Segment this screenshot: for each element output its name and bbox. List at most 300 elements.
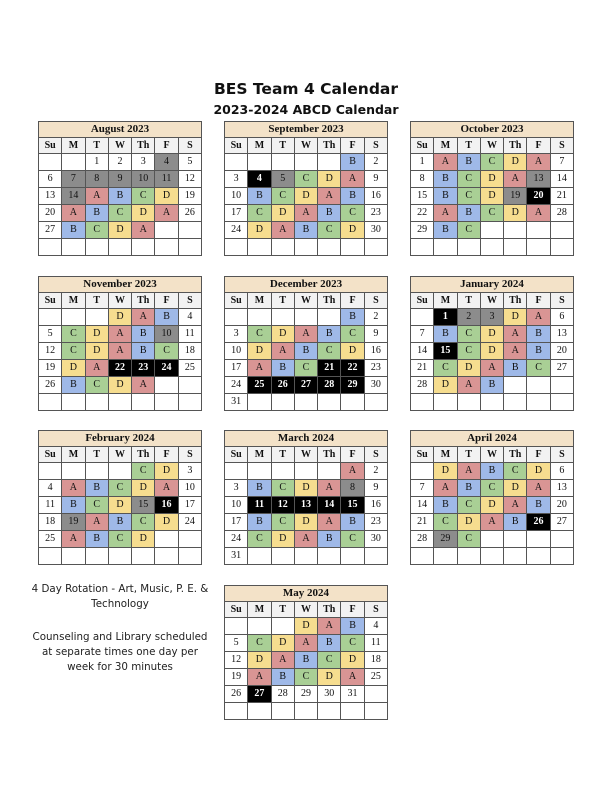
day-cell: D: [480, 188, 503, 205]
day-cell: [504, 548, 527, 565]
day-cell: [318, 239, 341, 256]
weekday-header: T: [271, 602, 294, 618]
day-cell: B: [62, 377, 85, 394]
day-cell: 24: [155, 360, 178, 377]
day-cell: A: [341, 463, 364, 480]
month-december-2023: [224, 276, 388, 411]
day-cell: [62, 463, 85, 480]
weekday-header: Th: [318, 293, 341, 309]
weekday-header: W: [480, 293, 503, 309]
day-cell: 31: [341, 686, 364, 703]
day-cell: C: [318, 222, 341, 239]
weekday-header: Su: [225, 138, 248, 154]
day-cell: 4: [364, 618, 387, 635]
week-row: [225, 497, 388, 514]
day-cell: [155, 394, 178, 411]
day-cell: D: [108, 222, 131, 239]
day-cell: A: [248, 669, 271, 686]
weekday-header: Su: [411, 293, 434, 309]
day-cell: B: [318, 205, 341, 222]
day-cell: [178, 222, 201, 239]
weekday-header: Th: [318, 447, 341, 463]
month-title: December 2023: [225, 277, 388, 293]
day-cell: [39, 548, 62, 565]
day-cell: A: [271, 222, 294, 239]
day-cell: D: [341, 652, 364, 669]
day-cell: [39, 394, 62, 411]
day-cell: 17: [225, 360, 248, 377]
day-cell: D: [248, 343, 271, 360]
day-cell: A: [85, 188, 108, 205]
weekday-header: Th: [504, 293, 527, 309]
day-cell: 25: [248, 377, 271, 394]
weekday-header: F: [527, 293, 550, 309]
weekday-header: F: [341, 447, 364, 463]
day-cell: 27: [550, 514, 573, 531]
day-cell: A: [85, 360, 108, 377]
day-cell: A: [504, 326, 527, 343]
day-cell: [457, 548, 480, 565]
day-cell: [271, 309, 294, 326]
day-cell: 19: [39, 360, 62, 377]
weekday-header: F: [341, 293, 364, 309]
day-cell: 17: [178, 497, 201, 514]
day-cell: [271, 394, 294, 411]
day-cell: [225, 239, 248, 256]
weekday-header: M: [62, 447, 85, 463]
weekday-header: T: [271, 447, 294, 463]
day-cell: C: [318, 652, 341, 669]
day-cell: 12: [271, 497, 294, 514]
week-row: [39, 222, 202, 239]
day-cell: [434, 239, 457, 256]
day-cell: [225, 154, 248, 171]
day-cell: 9: [364, 326, 387, 343]
month-january-2024: [410, 276, 574, 411]
day-cell: [62, 309, 85, 326]
weekday-header: T: [271, 293, 294, 309]
day-cell: 26: [178, 205, 201, 222]
day-cell: B: [248, 480, 271, 497]
day-cell: D: [132, 205, 155, 222]
week-row: [39, 394, 202, 411]
weekday-header: M: [434, 447, 457, 463]
weekday-header: Su: [39, 293, 62, 309]
week-row: [39, 171, 202, 188]
day-cell: [155, 239, 178, 256]
day-cell: 9: [364, 480, 387, 497]
weekday-header: Su: [39, 447, 62, 463]
day-cell: 18: [178, 343, 201, 360]
day-cell: B: [527, 343, 550, 360]
day-cell: 13: [294, 497, 317, 514]
day-cell: [62, 394, 85, 411]
week-row: [39, 377, 202, 394]
day-cell: 22: [411, 205, 434, 222]
week-row: [225, 480, 388, 497]
weekday-header: S: [550, 138, 573, 154]
page-subtitle: 2023-2024 ABCD Calendar: [213, 102, 399, 117]
day-cell: C: [271, 480, 294, 497]
week-row: [39, 188, 202, 205]
weekday-header: M: [248, 138, 271, 154]
day-cell: D: [341, 343, 364, 360]
day-cell: 14: [550, 171, 573, 188]
day-cell: A: [480, 514, 503, 531]
day-cell: 5: [39, 326, 62, 343]
day-cell: [248, 309, 271, 326]
day-cell: 30: [364, 377, 387, 394]
day-cell: 18: [39, 514, 62, 531]
day-cell: 4: [178, 309, 201, 326]
week-row: [225, 326, 388, 343]
day-cell: B: [271, 669, 294, 686]
day-cell: 2: [364, 463, 387, 480]
day-cell: 1: [85, 154, 108, 171]
day-cell: B: [434, 171, 457, 188]
day-cell: 19: [178, 188, 201, 205]
day-cell: D: [155, 514, 178, 531]
day-cell: B: [294, 222, 317, 239]
day-cell: B: [318, 326, 341, 343]
day-cell: 30: [364, 222, 387, 239]
day-cell: [364, 686, 387, 703]
day-cell: C: [132, 514, 155, 531]
weekday-header: S: [178, 293, 201, 309]
weekday-header: S: [364, 602, 387, 618]
day-cell: 13: [39, 188, 62, 205]
weekday-header: M: [62, 138, 85, 154]
day-cell: [504, 377, 527, 394]
month-title: February 2024: [39, 431, 202, 447]
day-cell: C: [248, 205, 271, 222]
day-cell: 10: [155, 326, 178, 343]
month-title: September 2023: [225, 122, 388, 138]
day-cell: [108, 463, 131, 480]
day-cell: C: [480, 154, 503, 171]
day-cell: 6: [550, 463, 573, 480]
day-cell: 23: [364, 360, 387, 377]
week-row: [411, 188, 574, 205]
day-cell: A: [504, 343, 527, 360]
weekday-header: Th: [318, 602, 341, 618]
day-cell: 10: [225, 343, 248, 360]
day-cell: 13: [527, 171, 550, 188]
day-cell: B: [62, 222, 85, 239]
day-cell: [411, 394, 434, 411]
month-september-2023: [224, 121, 388, 256]
rotation-note: 4 Day Rotation - Art, Music, P. E. & Technology: [31, 583, 209, 610]
day-cell: 3: [178, 463, 201, 480]
day-cell: B: [341, 154, 364, 171]
week-row: [39, 514, 202, 531]
day-cell: [155, 531, 178, 548]
weekday-header: Su: [411, 138, 434, 154]
day-cell: C: [294, 171, 317, 188]
month-february-2024: [38, 430, 202, 565]
day-cell: [85, 548, 108, 565]
week-row: [225, 343, 388, 360]
day-cell: B: [318, 635, 341, 652]
day-cell: 21: [411, 514, 434, 531]
week-row: [39, 309, 202, 326]
day-cell: [294, 463, 317, 480]
page-title: BES Team 4 Calendar: [213, 80, 399, 98]
month-title: March 2024: [225, 431, 388, 447]
day-cell: [527, 531, 550, 548]
weekday-header: W: [294, 293, 317, 309]
week-row: [225, 377, 388, 394]
weekday-header: M: [248, 293, 271, 309]
day-cell: [85, 239, 108, 256]
day-cell: [294, 703, 317, 720]
day-cell: 15: [341, 497, 364, 514]
day-cell: 23: [364, 205, 387, 222]
day-cell: D: [108, 309, 131, 326]
week-row: [411, 205, 574, 222]
weekday-header: F: [155, 138, 178, 154]
day-cell: [248, 154, 271, 171]
day-cell: A: [62, 480, 85, 497]
day-cell: 11: [39, 497, 62, 514]
day-cell: 6: [39, 171, 62, 188]
day-cell: [527, 548, 550, 565]
day-cell: [271, 154, 294, 171]
day-cell: C: [527, 360, 550, 377]
weekday-header: Su: [225, 447, 248, 463]
day-cell: [62, 239, 85, 256]
day-cell: C: [108, 205, 131, 222]
weekday-header: S: [364, 138, 387, 154]
week-row: [225, 686, 388, 703]
day-cell: 24: [225, 222, 248, 239]
day-cell: [225, 309, 248, 326]
day-cell: 2: [108, 154, 131, 171]
day-cell: D: [504, 205, 527, 222]
day-cell: C: [480, 480, 503, 497]
day-cell: [39, 239, 62, 256]
day-cell: [341, 394, 364, 411]
day-cell: 12: [178, 171, 201, 188]
month-title: October 2023: [411, 122, 574, 138]
day-cell: 14: [411, 343, 434, 360]
day-cell: D: [271, 531, 294, 548]
week-row: [411, 463, 574, 480]
day-cell: C: [457, 531, 480, 548]
day-cell: A: [132, 377, 155, 394]
day-cell: [527, 239, 550, 256]
week-row: [225, 669, 388, 686]
day-cell: C: [108, 531, 131, 548]
day-cell: A: [132, 309, 155, 326]
day-cell: 9: [108, 171, 131, 188]
day-cell: 30: [318, 686, 341, 703]
day-cell: 14: [62, 188, 85, 205]
day-cell: [318, 548, 341, 565]
day-cell: 25: [364, 669, 387, 686]
day-cell: 28: [318, 377, 341, 394]
day-cell: D: [527, 463, 550, 480]
day-cell: 27: [550, 360, 573, 377]
day-cell: C: [294, 669, 317, 686]
day-cell: 12: [39, 343, 62, 360]
week-row: [225, 222, 388, 239]
day-cell: B: [132, 343, 155, 360]
day-cell: 20: [527, 188, 550, 205]
week-row: [225, 514, 388, 531]
day-cell: A: [155, 205, 178, 222]
day-cell: A: [294, 635, 317, 652]
day-cell: 30: [364, 531, 387, 548]
weekday-header: Su: [225, 602, 248, 618]
day-cell: [39, 154, 62, 171]
day-cell: C: [457, 222, 480, 239]
day-cell: [504, 222, 527, 239]
week-row: [39, 497, 202, 514]
day-cell: D: [155, 188, 178, 205]
day-cell: D: [434, 463, 457, 480]
day-cell: C: [457, 188, 480, 205]
week-row: [411, 343, 574, 360]
day-cell: 26: [39, 377, 62, 394]
day-cell: B: [108, 188, 131, 205]
day-cell: B: [294, 652, 317, 669]
day-cell: [434, 394, 457, 411]
day-cell: D: [108, 497, 131, 514]
day-cell: 26: [225, 686, 248, 703]
day-cell: [178, 548, 201, 565]
week-row: [225, 239, 388, 256]
week-row: [411, 326, 574, 343]
week-row: [225, 154, 388, 171]
day-cell: [364, 703, 387, 720]
day-cell: 3: [225, 171, 248, 188]
day-cell: [85, 309, 108, 326]
day-cell: 21: [550, 188, 573, 205]
week-row: [411, 222, 574, 239]
week-row: [411, 309, 574, 326]
weekday-header: Su: [225, 293, 248, 309]
day-cell: [318, 394, 341, 411]
day-cell: 16: [155, 497, 178, 514]
day-cell: C: [85, 377, 108, 394]
day-cell: 27: [294, 377, 317, 394]
day-cell: [550, 377, 573, 394]
day-cell: 27: [39, 222, 62, 239]
day-cell: [341, 239, 364, 256]
day-cell: [550, 394, 573, 411]
day-cell: A: [85, 514, 108, 531]
week-row: [225, 652, 388, 669]
day-cell: D: [108, 377, 131, 394]
day-cell: D: [132, 480, 155, 497]
day-cell: [457, 239, 480, 256]
day-cell: [248, 548, 271, 565]
day-cell: A: [318, 188, 341, 205]
week-row: [225, 531, 388, 548]
month-april-2024: [410, 430, 574, 565]
day-cell: B: [341, 309, 364, 326]
day-cell: A: [318, 480, 341, 497]
day-cell: [271, 703, 294, 720]
day-cell: 7: [411, 326, 434, 343]
day-cell: [39, 463, 62, 480]
day-cell: C: [271, 188, 294, 205]
day-cell: C: [457, 326, 480, 343]
weekday-header: W: [294, 447, 317, 463]
weekday-header: T: [271, 138, 294, 154]
weekday-header: W: [480, 447, 503, 463]
day-cell: [155, 548, 178, 565]
day-cell: D: [271, 205, 294, 222]
day-cell: C: [341, 531, 364, 548]
day-cell: 22: [108, 360, 131, 377]
day-cell: 15: [411, 188, 434, 205]
day-cell: 15: [434, 343, 457, 360]
day-cell: 18: [364, 652, 387, 669]
day-cell: D: [271, 326, 294, 343]
day-cell: 29: [434, 531, 457, 548]
weekday-header: T: [85, 293, 108, 309]
week-row: [411, 480, 574, 497]
weekday-header: S: [550, 293, 573, 309]
day-cell: 19: [225, 669, 248, 686]
day-cell: [411, 239, 434, 256]
day-cell: [457, 394, 480, 411]
day-cell: B: [271, 360, 294, 377]
day-cell: [364, 394, 387, 411]
day-cell: 13: [550, 480, 573, 497]
day-cell: 20: [550, 497, 573, 514]
day-cell: [341, 703, 364, 720]
day-cell: [108, 394, 131, 411]
weekday-header: Th: [132, 447, 155, 463]
day-cell: 23: [132, 360, 155, 377]
day-cell: A: [318, 618, 341, 635]
day-cell: 7: [411, 480, 434, 497]
day-cell: B: [85, 531, 108, 548]
day-cell: A: [480, 360, 503, 377]
day-cell: [504, 531, 527, 548]
day-cell: 4: [39, 480, 62, 497]
day-cell: D: [248, 222, 271, 239]
day-cell: [364, 548, 387, 565]
day-cell: 28: [411, 531, 434, 548]
weekday-header: W: [480, 138, 503, 154]
day-cell: [248, 239, 271, 256]
day-cell: B: [85, 205, 108, 222]
weekday-header: T: [85, 138, 108, 154]
weekday-header: M: [434, 293, 457, 309]
day-cell: [480, 394, 503, 411]
day-cell: B: [248, 514, 271, 531]
day-cell: B: [504, 360, 527, 377]
week-row: [225, 360, 388, 377]
day-cell: [550, 222, 573, 239]
weekday-header: F: [527, 447, 550, 463]
day-cell: B: [527, 326, 550, 343]
day-cell: [294, 548, 317, 565]
day-cell: A: [341, 171, 364, 188]
weekday-header: S: [550, 447, 573, 463]
day-cell: B: [457, 154, 480, 171]
day-cell: [178, 394, 201, 411]
day-cell: 11: [248, 497, 271, 514]
day-cell: [271, 618, 294, 635]
day-cell: 2: [364, 154, 387, 171]
day-cell: [550, 239, 573, 256]
day-cell: D: [318, 171, 341, 188]
